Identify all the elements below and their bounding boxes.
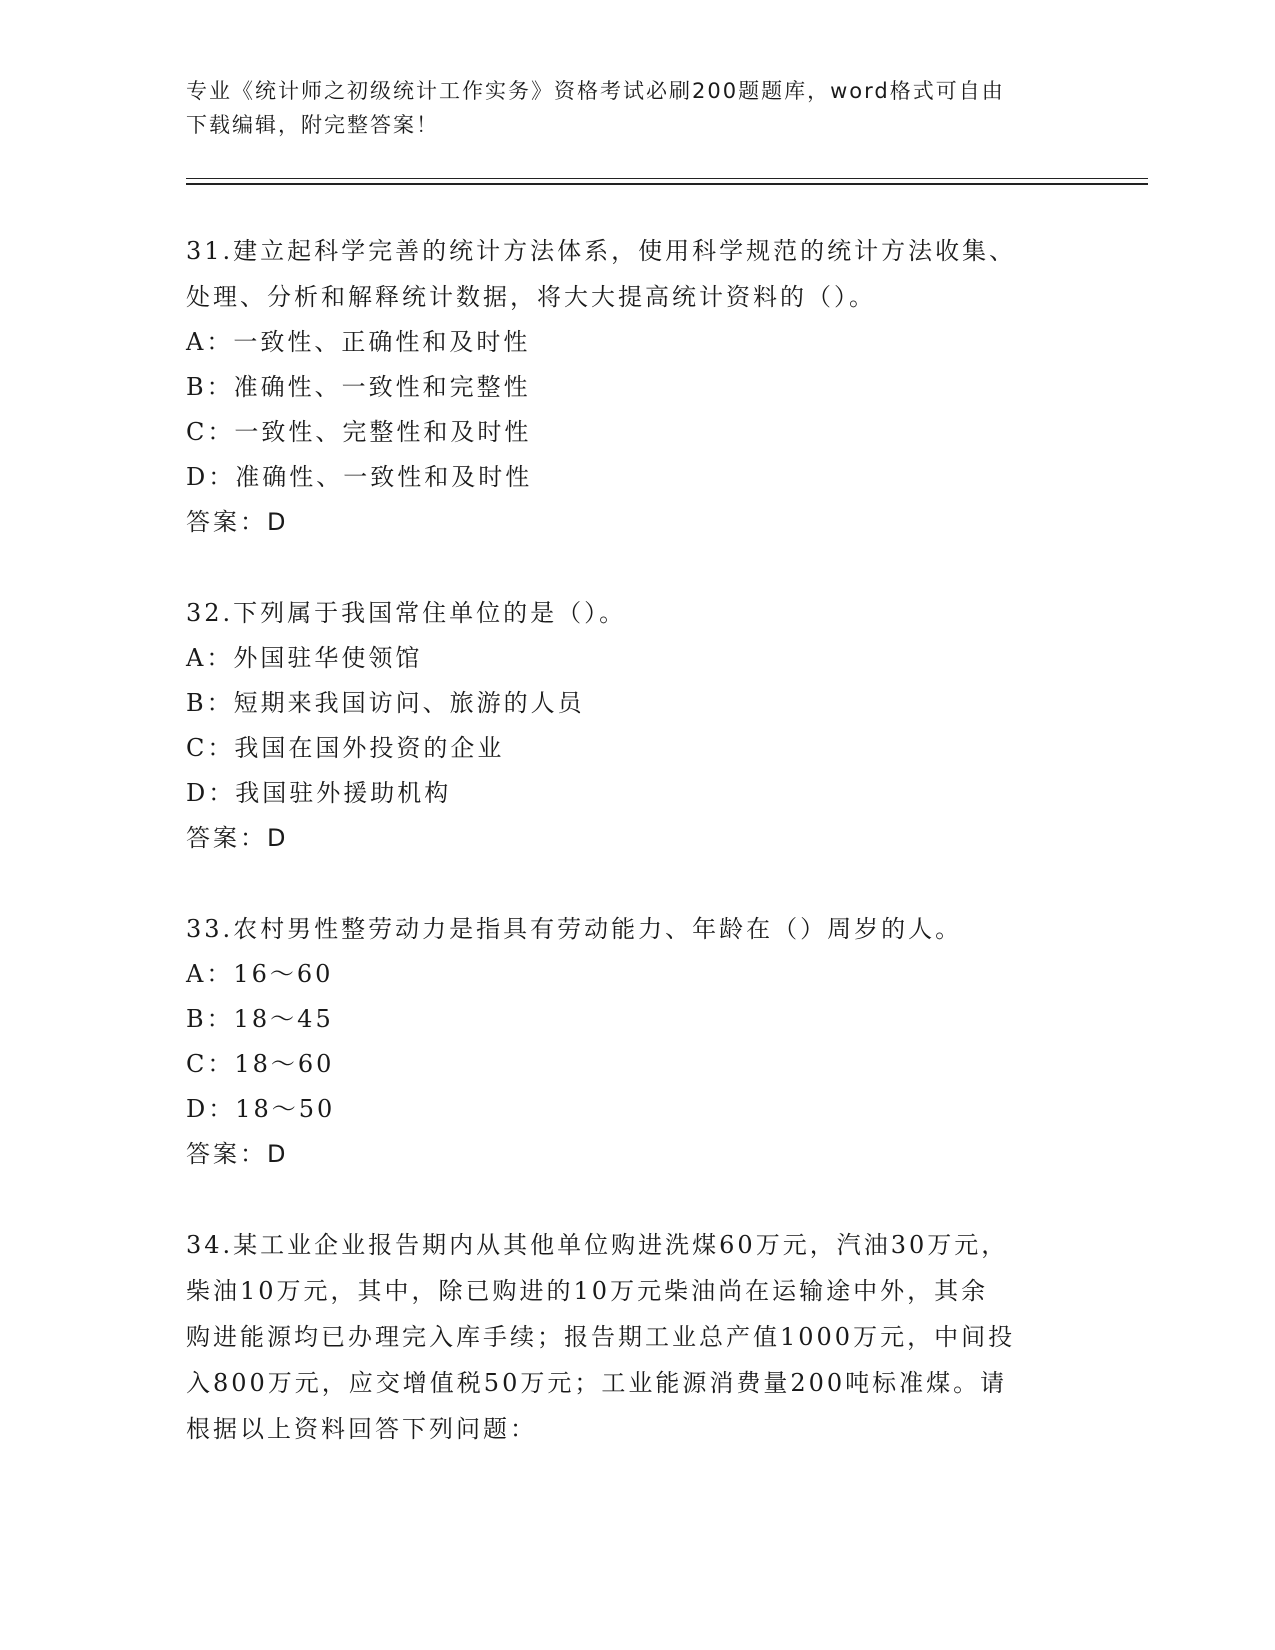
option-c: C：我国在国外投资的企业 (186, 734, 505, 762)
question-32 (186, 590, 1066, 861)
question-stem: 32.下列属于我国常住单位的是（）。 (186, 599, 627, 627)
option-b: B：短期来我国访问、旅游的人员 (186, 689, 585, 717)
header-divider-thick (186, 183, 1148, 185)
question-stem: 33.农村男性整劳动力是指具有劳动能力、年龄在（）周岁的人。 (186, 915, 963, 943)
question-list (186, 228, 1066, 1497)
question-34 (186, 1222, 1066, 1452)
question-stem: 购进能源均已办理完入库手续；报告期工业总产值1000万元，中间投 (186, 1323, 1016, 1351)
option-a: A：16～60 (186, 960, 334, 988)
option-c: C：18～60 (186, 1050, 335, 1078)
option-b: B：18～45 (186, 1005, 334, 1033)
header-divider-thin (186, 178, 1148, 179)
document-header (186, 74, 1066, 142)
header-line-2: 下载编辑，附完整答案！ (186, 113, 439, 137)
option-b: B：准确性、一致性和完整性 (186, 373, 531, 401)
option-a: A：外国驻华使领馆 (186, 644, 423, 672)
answer: 答案：D (186, 1140, 289, 1168)
question-33 (186, 906, 1066, 1177)
question-stem: 根据以上资料回答下列问题： (186, 1415, 537, 1443)
question-stem: 处理、分析和解释统计数据，将大大提高统计资料的（）。 (186, 283, 876, 311)
question-stem: 34.某工业企业报告期内从其他单位购进洗煤60万元，汽油30万元， (186, 1231, 1009, 1259)
question-31 (186, 228, 1066, 545)
option-d: D：18～50 (186, 1095, 336, 1123)
option-d: D：准确性、一致性和及时性 (186, 463, 533, 491)
question-stem: 入800万元，应交增值税50万元；工业能源消费量200吨标准煤。请 (186, 1369, 1008, 1397)
option-d: D：我国驻外援助机构 (186, 779, 452, 807)
option-c: C：一致性、完整性和及时性 (186, 418, 532, 446)
answer: 答案：D (186, 508, 289, 536)
question-stem: 31.建立起科学完善的统计方法体系，使用科学规范的统计方法收集、 (186, 237, 1017, 265)
option-a: A：一致性、正确性和及时性 (186, 328, 531, 356)
answer: 答案：D (186, 824, 289, 852)
header-line-1: 专业《统计师之初级统计工作实务》资格考试必刷200题题库，word格式可自由 (186, 79, 1005, 103)
question-stem: 柴油10万元，其中，除已购进的10万元柴油尚在运输途中外，其余 (186, 1277, 989, 1305)
